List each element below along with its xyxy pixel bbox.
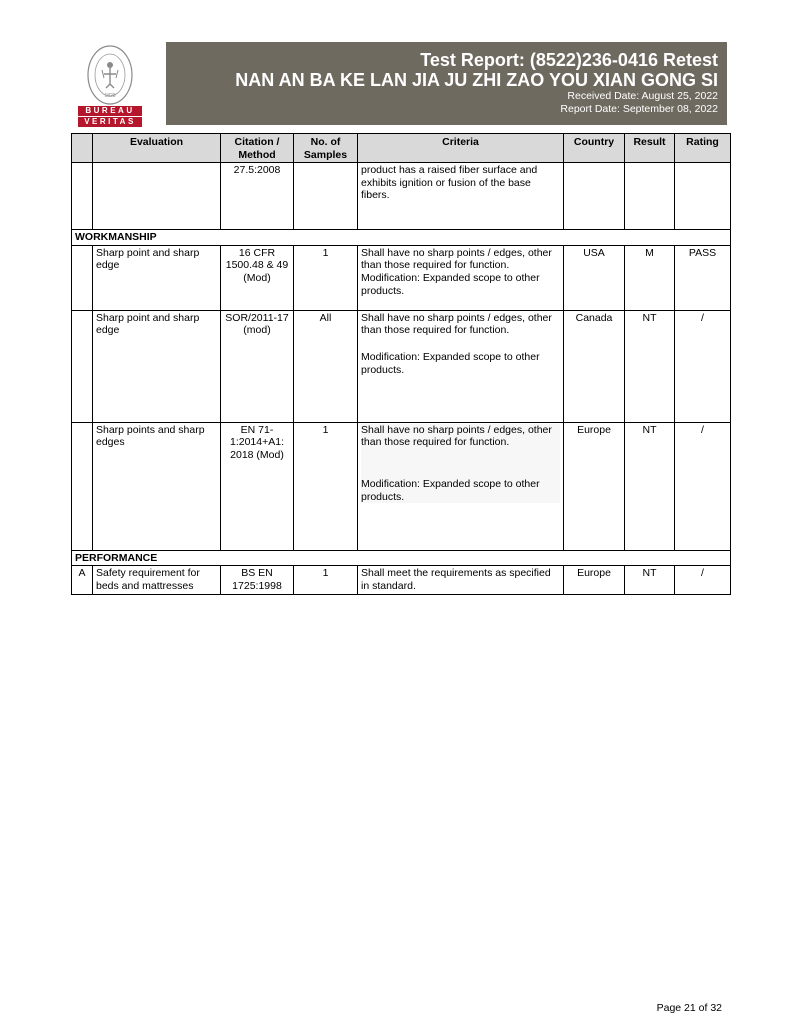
- criteria-modification: Modification: Expanded scope to other products.: [361, 477, 540, 503]
- section-row-workmanship: [72, 230, 731, 246]
- cell-country: Europe: [564, 566, 625, 594]
- table-row: [72, 422, 731, 550]
- criteria-text: Shall have no sharp points / edges, other than those required for function.: [361, 423, 552, 449]
- cell-country: USA: [564, 245, 625, 310]
- cell-samples: 1: [294, 566, 358, 594]
- cell-rating: /: [675, 310, 731, 422]
- table-header-row: [72, 134, 731, 163]
- cell-citation: EN 71-1:2014+A1: 2018 (Mod): [221, 422, 294, 550]
- section-title-performance: PERFORMANCE: [72, 550, 731, 566]
- cell-rating: PASS: [675, 245, 731, 310]
- cell-country: Canada: [564, 310, 625, 422]
- cell-citation: SOR/2011-17 (mod): [221, 310, 294, 422]
- header-samples: No. of Samples: [294, 134, 358, 163]
- header-citation: Citation / Method: [221, 134, 294, 163]
- cell-result: NT: [625, 310, 675, 422]
- cell-result: M: [625, 245, 675, 310]
- header-rating: Rating: [675, 134, 731, 163]
- received-date: Received Date: August 25, 2022: [567, 90, 718, 102]
- cell-code: A: [72, 566, 93, 594]
- cell-criteria: [358, 310, 564, 422]
- logo-word-veritas: VERITAS: [78, 117, 142, 127]
- test-results-table: [71, 133, 731, 595]
- report-title: Test Report: (8522)236-0416 Retest: [420, 50, 718, 70]
- cell-result: NT: [625, 566, 675, 594]
- header-criteria: Criteria: [358, 134, 564, 163]
- cell-samples: 1: [294, 245, 358, 310]
- table-row: [72, 245, 731, 310]
- cell-rating: /: [675, 566, 731, 594]
- criteria-modification: Modification: Expanded scope to other products.: [361, 271, 540, 297]
- criteria-text: Shall have no sharp points / edges, other than those required for function.: [361, 311, 552, 337]
- cell-samples: 1: [294, 422, 358, 550]
- header-code: [72, 134, 93, 163]
- cell-evaluation: Sharp points and sharp edges: [93, 422, 221, 550]
- cell-citation: BS EN 1725:1998: [221, 566, 294, 594]
- logo-word-bureau: BUREAU: [78, 106, 142, 116]
- header-country: Country: [564, 134, 625, 163]
- cell-evaluation: Sharp point and sharp edge: [93, 245, 221, 310]
- cell-criteria: [358, 422, 564, 550]
- cell-citation: 27.5:2008: [221, 163, 294, 230]
- criteria-modification: Modification: Expanded scope to other products.: [361, 350, 540, 376]
- cell-criteria: [358, 245, 564, 310]
- cell-citation: 16 CFR 1500.48 & 49 (Mod): [221, 245, 294, 310]
- report-date: Report Date: September 08, 2022: [560, 103, 718, 115]
- cell-evaluation: Sharp point and sharp edge: [93, 310, 221, 422]
- report-header-banner: [166, 42, 727, 125]
- cell-result: NT: [625, 422, 675, 550]
- company-name: NAN AN BA KE LAN JIA JU ZHI ZAO YOU XIAN GONG SI: [235, 70, 718, 90]
- logo-year: 1828: [104, 93, 116, 99]
- page-number: Page 21 of 32: [656, 1002, 722, 1014]
- header-result: Result: [625, 134, 675, 163]
- cell-code: [72, 422, 93, 550]
- cell-samples: All: [294, 310, 358, 422]
- cell-criteria: Shall meet the requirements as specified in standard.: [358, 566, 564, 594]
- cell-code: [72, 245, 93, 310]
- cell-code: [72, 310, 93, 422]
- cell-evaluation: Safety requirement for beds and mattresses: [93, 566, 221, 594]
- cell-country: Europe: [564, 422, 625, 550]
- bureau-veritas-logo: [78, 44, 142, 128]
- criteria-text: Shall have no sharp points / edges, other than those required for function.: [361, 246, 552, 272]
- table-row: [72, 310, 731, 422]
- cell-criteria: product has a raised fiber surface and exhibits ignition or fusion of the base fibers.: [358, 163, 564, 230]
- section-row-performance: [72, 550, 731, 566]
- table-row-continued: [72, 163, 731, 230]
- table-row: [72, 566, 731, 594]
- section-title-workmanship: WORKMANSHIP: [72, 230, 731, 246]
- logo-seal-icon: [78, 44, 142, 106]
- cell-rating: /: [675, 422, 731, 550]
- header-evaluation: Evaluation: [93, 134, 221, 163]
